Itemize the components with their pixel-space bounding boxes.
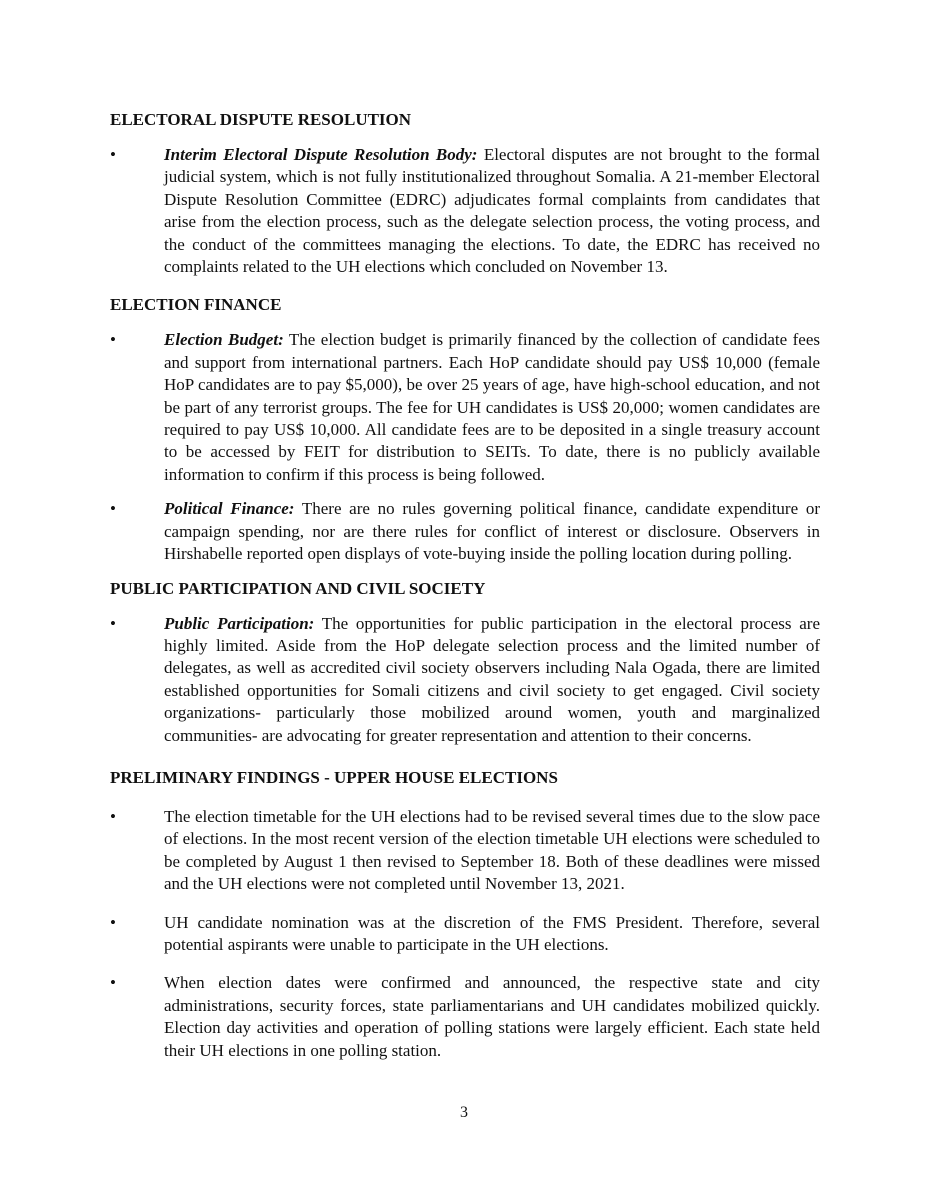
bullet-item <box>110 329 820 486</box>
bullet-text: Electoral disputes are not brought to the formal judicial system, which is not fully institutionalized throughout Somalia. A 21-member Electoral Dispute Resolution Committee (EDRC) adjudicates formal complaints from candidates that arise from the election process, such as the delegate selection process, the voting process, and the conduct of the committees managing the elections. To date, the EDRC has received no complaints related to the UH elections which concluded on November 13. <box>164 145 820 277</box>
section-preliminary-findings <box>110 767 820 1062</box>
page-number: 3 <box>460 1104 468 1121</box>
bullet-icon: • <box>110 912 116 932</box>
bullet-item <box>110 144 820 278</box>
section-electoral-dispute-resolution <box>110 109 820 278</box>
bullet-icon: • <box>110 973 116 993</box>
bullet-text: There are no rules governing political finance, candidate expenditure or campaign spending, nor are there rules for conflict of interest or disclosure. Observers in Hirshabelle reported open displays of vote-buying inside the polling location during polling. <box>164 499 820 564</box>
bullet-text: The election budget is primarily financed by the collection of candidate fees and support from international partners. Each HoP candidate should pay US$ 10,000 (female HoP candidates are to pay $5,000), be over 25 years of age, have high-school education, and not be part of any terrorist groups. The fee for UH candidates is US$ 20,000; women candidates are required to pay US$ 10,000. All candidate fees are to be deposited in a single treasury account to be accessed by FEIT for distribution to SEITs. To date, there is no publicly available information to confirm if this process is being followed. <box>164 330 820 484</box>
bullet-item <box>110 613 820 747</box>
bullet-icon: • <box>110 613 116 633</box>
bullet-text: The election timetable for the UH elections had to be revised several times due to the slow pace of elections. In the most recent version of the election timetable UH elections were scheduled to be completed by August 1 then revised to September 18. Both of these deadlines were missed and the UH elections were not completed until November 13, 2021. <box>164 806 820 894</box>
section-heading: PRELIMINARY FINDINGS - UPPER HOUSE ELECTIONS <box>110 767 558 787</box>
bullet-item <box>110 806 820 896</box>
bullet-item <box>110 498 820 565</box>
section-heading: ELECTION FINANCE <box>110 295 282 315</box>
section-heading: PUBLIC PARTICIPATION AND CIVIL SOCIETY <box>110 578 486 598</box>
bullet-item <box>110 912 820 957</box>
page-content <box>110 109 820 1074</box>
bullet-icon: • <box>110 499 116 519</box>
bullet-icon: • <box>110 806 116 826</box>
section-public-participation <box>110 578 820 747</box>
bullet-item <box>110 972 820 1062</box>
section-election-finance <box>110 294 820 565</box>
bullet-lead: Political Finance: <box>164 499 295 519</box>
bullet-text: When election dates were confirmed and announced, the respective state and city administrations, security forces, state parliamentarians and UH candidates mobilized quickly. Election day activities and operation of polling stations were largely efficient. Each state held their UH elections in one polling station. <box>164 973 820 1060</box>
bullet-text: UH candidate nomination was at the discretion of the FMS President. Therefore, several potential aspirants were unable to participate in the UH elections. <box>164 912 820 954</box>
bullet-text: The opportunities for public participation in the electoral process are highly limited. Aside from the HoP delegate selection process and the limited number of delegates, as well as accredited civil society observers including Nala Ogada, there are limited established opportunities for Somali citizens and civil society to get engaged. Civil society organizations- particularly those mobilized around women, youth and marginalized communities- are advocating for greater representation and attention to their concerns. <box>164 613 820 745</box>
bullet-icon: • <box>110 145 116 164</box>
bullet-icon: • <box>110 330 116 350</box>
bullet-lead: Public Participation: <box>164 613 315 633</box>
bullet-lead: Election Budget: <box>164 330 284 350</box>
bullet-lead: Interim Electoral Dispute Resolution Body: <box>164 145 478 164</box>
section-heading: ELECTORAL DISPUTE RESOLUTION <box>110 110 412 129</box>
